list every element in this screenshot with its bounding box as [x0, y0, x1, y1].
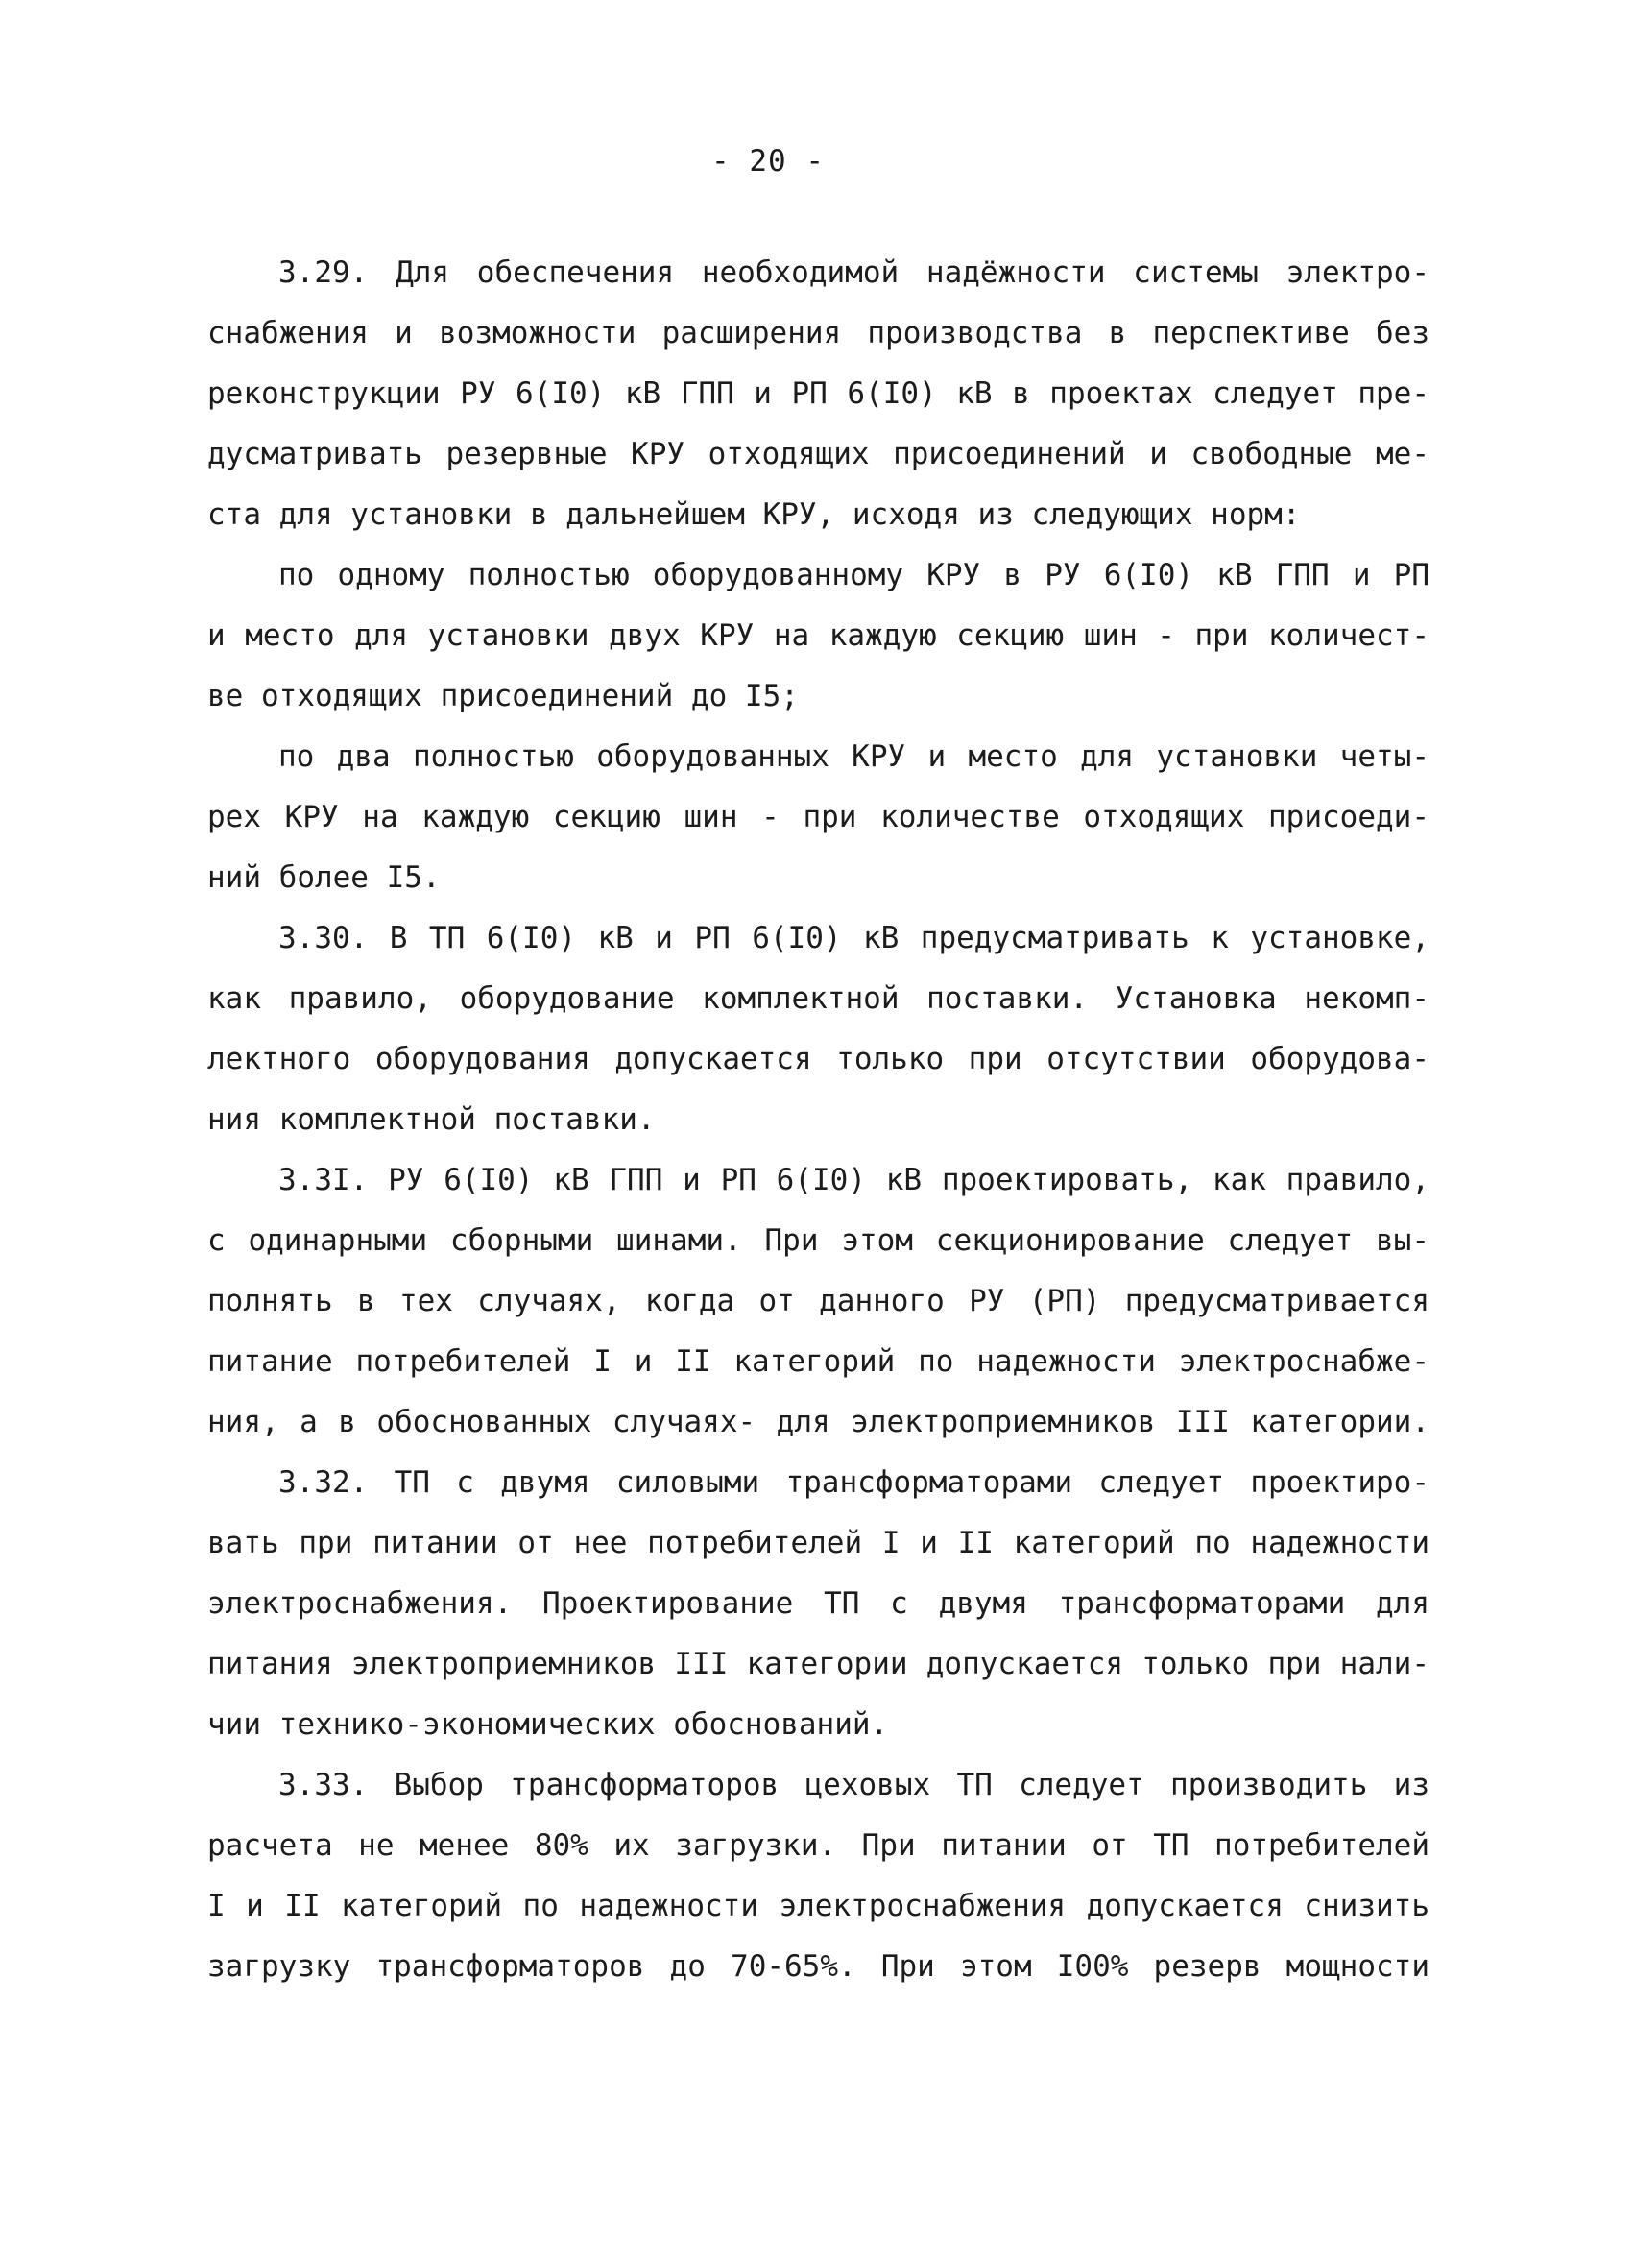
text-line: по одному полностью оборудованному КРУ в РУ 6(I0) кВ ГПП и РП: [278, 558, 1429, 592]
text-line: как правило, оборудование комплектной поставки. Установка некомп-: [207, 981, 1429, 1016]
text-line: питания электроприемников III категории допускается только при нали-: [207, 1647, 1429, 1681]
text-line: расчета не менее 80% их загрузки. При питании от ТП потребителей: [207, 1828, 1429, 1863]
text-line: загрузку трансформаторов до 70-65%. При этом I00% резерв мощности: [207, 1949, 1429, 1984]
text-line: вать при питании от нее потребителей I и II категорий по надежности: [207, 1526, 1429, 1560]
text-line: 3.29. Для обеспечения необходимой надёжности системы электро-: [278, 255, 1429, 290]
text-line: 3.33. Выбор трансформаторов цеховых ТП следует производить из: [278, 1768, 1429, 1802]
page-number: - 20 -: [711, 144, 825, 179]
text-line: и место для установки двух КРУ на каждую секцию шин - при количест-: [207, 618, 1429, 653]
text-line: снабжения и возможности расширения производства в перспективе без: [207, 316, 1429, 350]
text-line: по два полностью оборудованных КРУ и место для установки четы-: [278, 739, 1429, 774]
text-line: ний более I5.: [207, 860, 441, 895]
text-line: питание потребителей I и II категорий по надежности электроснабже-: [207, 1344, 1429, 1379]
text-line: 3.30. В ТП 6(I0) кВ и РП 6(I0) кВ предусматривать к установке,: [278, 921, 1429, 955]
text-line: полнять в тех случаях, когда от данного РУ (РП) предусматривается: [207, 1284, 1429, 1318]
text-line: рех КРУ на каждую секцию шин - при количестве отходящих присоеди-: [207, 800, 1429, 834]
text-line: электроснабжения. Проектирование ТП с двумя трансформаторами для: [207, 1586, 1429, 1621]
text-line: лектного оборудования допускается только при отсутствии оборудова-: [207, 1042, 1429, 1076]
text-line: 3.3I. РУ 6(I0) кВ ГПП и РП 6(I0) кВ проектировать, как правило,: [278, 1163, 1429, 1197]
text-line: ния комплектной поставки.: [207, 1102, 656, 1137]
text-line: чии технико-экономических обоснований.: [207, 1707, 889, 1742]
text-line: с одинарными сборными шинами. При этом секционирование следует вы-: [207, 1223, 1429, 1258]
text-line: дусматривать резервные КРУ отходящих присоединений и свободные ме-: [207, 437, 1429, 471]
text-line: реконструкции РУ 6(I0) кВ ГПП и РП 6(I0) кВ в проектах следует пре-: [207, 376, 1429, 411]
text-line: ве отходящих присоединений до I5;: [207, 679, 799, 713]
text-line: I и II категорий по надежности электроснабжения допускается снизить: [207, 1889, 1429, 1923]
text-line: ста для установки в дальнейшем КРУ, исходя из следующих норм:: [207, 497, 1301, 532]
text-line: 3.32. ТП с двумя силовыми трансформаторами следует проектиро-: [278, 1465, 1429, 1500]
text-line: ния, а в обоснованных случаях- для электроприемников III категории.: [207, 1405, 1429, 1439]
